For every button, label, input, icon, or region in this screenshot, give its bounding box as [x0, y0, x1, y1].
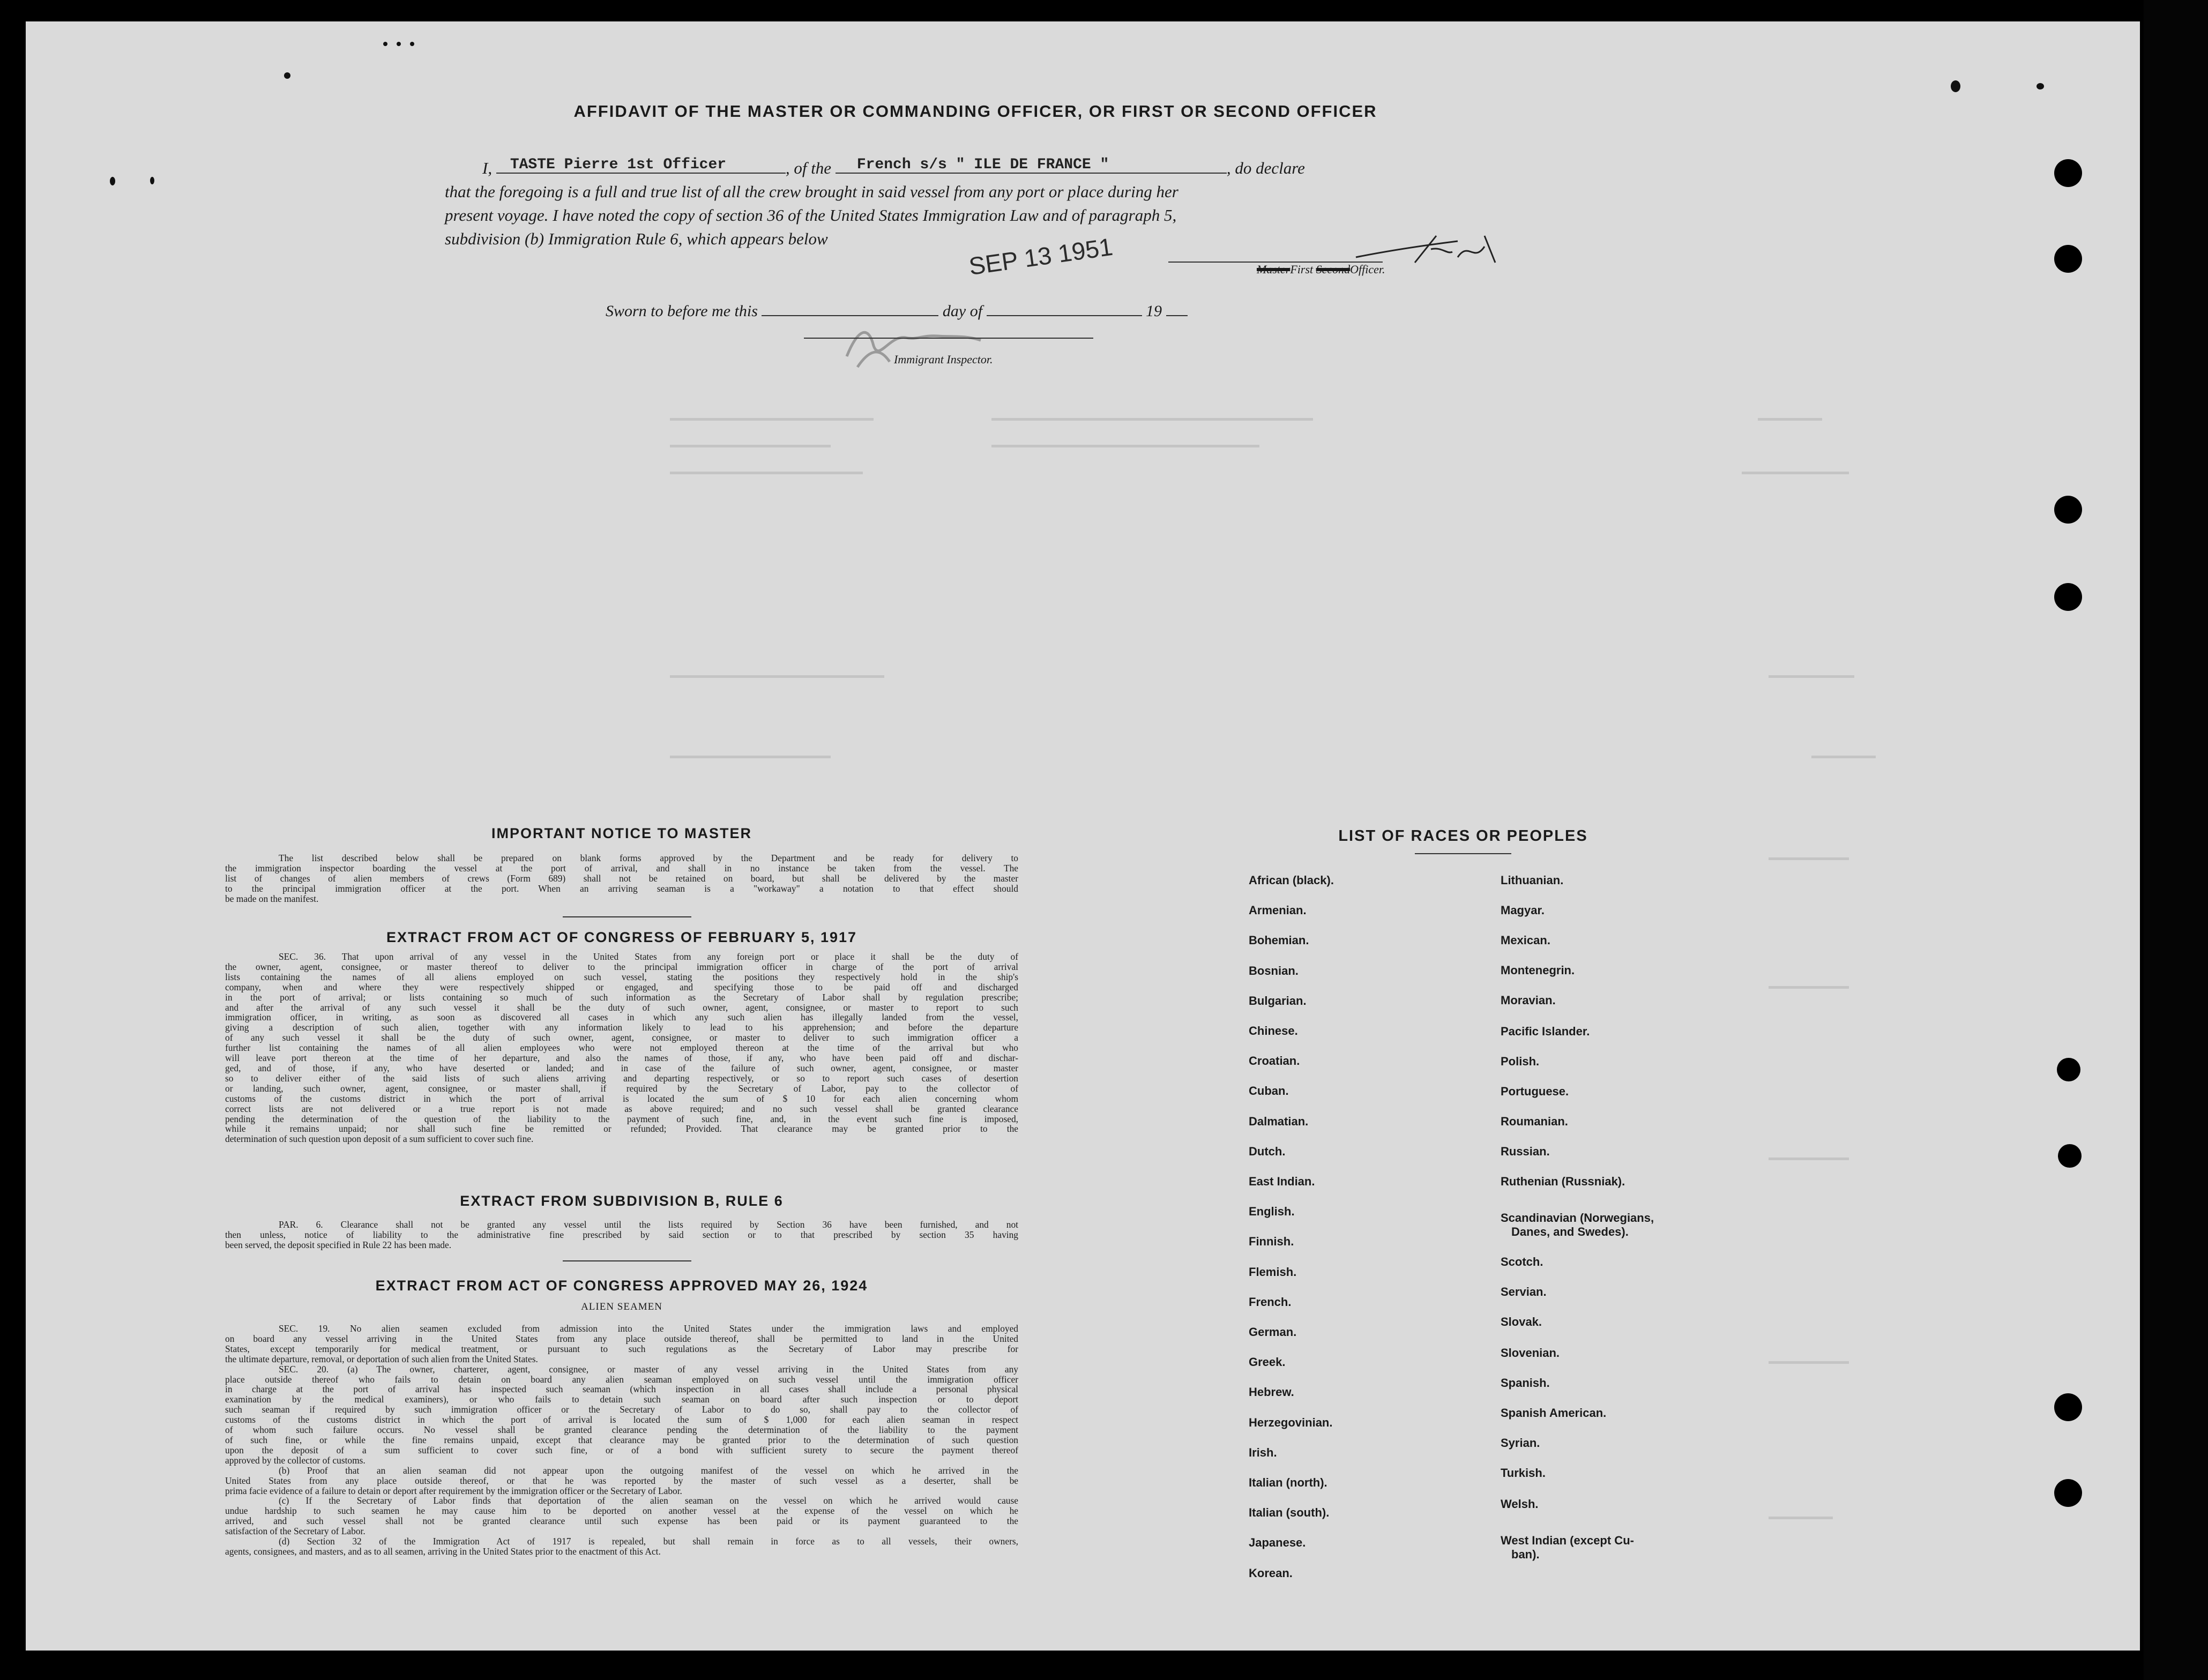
sworn-year-field — [1166, 300, 1188, 316]
extract-1917-title: EXTRACT FROM ACT OF CONGRESS OF FEBRUARY 5, 1917 — [386, 929, 857, 945]
extract-line: so to deliver either of the said lists of such aliens arriving and departing respectively, or so to report such cases of desertion — [225, 1072, 1018, 1084]
affidavit-heading: AFFIDAVIT OF THE MASTER OR COMMANDING OFFICER, OR FIRST OR SECOND OFFICER — [573, 102, 1377, 121]
race-item: Ruthenian (Russniak). — [1501, 1175, 1625, 1188]
sworn-month-field — [987, 300, 1142, 316]
race-item: Flemish. — [1249, 1265, 1297, 1279]
notice-line: be made on the manifest. — [225, 893, 319, 904]
declaration-line-4: subdivision (b) Immigration Rule 6, which appears below — [445, 229, 828, 248]
extract-line: SEC. 19. No alien seamen excluded from admission into the United States under the immigration laws and employed — [279, 1323, 1018, 1334]
extract-line: been served, the deposit specified in Rule 22 has been made. — [225, 1239, 452, 1250]
race-item: Turkish. — [1501, 1466, 1546, 1480]
race-item: Pacific Islander. — [1501, 1025, 1590, 1038]
extract-line: the ultimate departure, removal, or deportation of such alien from the United States. — [225, 1353, 538, 1364]
extract-line: of whom such failure occurs. No vessel shall be granted clearance pending the determination of the liability to the payment — [225, 1424, 1018, 1436]
extract-line: SEC. 20. (a) The owner, charterer, agent, consignee, or master of any vessel arriving in the United States from any — [279, 1363, 1018, 1375]
title-first: First — [1290, 263, 1314, 276]
extract-line: United States from any place outside thereof, or that he was reported by the master of such vessel as a deserter, shall be — [225, 1475, 1018, 1486]
race-item: French. — [1249, 1295, 1292, 1309]
extract-line: customs of the customs district in which the port of arrival is located the sum of $ 10 for each alien concerning whom — [225, 1093, 1018, 1104]
extract-1924-text — [225, 1324, 1018, 1557]
race-item: Italian (south). — [1249, 1506, 1330, 1520]
race-item: Herzegovinian. — [1249, 1415, 1333, 1429]
race-item: Lithuanian. — [1501, 873, 1564, 887]
inspector-signature-line — [804, 338, 1093, 339]
extract-line: in charge at the port of arrival has inspected such seaman (which inspection in all cases shall include a personal physical — [225, 1384, 1018, 1395]
extract-line: customs of the customs district in which the port of arrival is located the sum of $ 1,000 for each alien seaman in respect — [225, 1414, 1018, 1425]
extract-line: States, except temporarily for medical treatment, or pursuant to such regulations as the Secretary of Labor may prescribe for — [225, 1343, 1018, 1354]
race-item: East Indian. — [1249, 1175, 1315, 1188]
extract-line: giving a description of such alien, together with any information likely to lead to his apprehension; and before the departure — [225, 1022, 1018, 1033]
race-item: German. — [1249, 1325, 1297, 1339]
race-item: Spanish American. — [1501, 1406, 1607, 1420]
extract-line: and after the arrival of any such vessel it shall be the duty of such owner, agent, consignee, or master to report to such — [225, 1002, 1018, 1013]
extract-line: PAR. 6. Clearance shall not be granted any vessel until the lists required by Section 36 have been furnished, and not — [279, 1219, 1018, 1230]
race-item: Servian. — [1501, 1285, 1547, 1298]
extract-line: immigration officer, in writing, as soon as discovered all cases in which any such alien has illegally landed from the vessel, — [225, 1012, 1018, 1023]
extract-line: undue hardship to such seamen he may cause him to be deported on another vessel at the expense of the vessel on which he — [225, 1505, 1018, 1517]
race-item: Irish. — [1249, 1445, 1277, 1459]
race-item: Italian (north). — [1249, 1476, 1327, 1489]
officer-suffix: Officer. — [1350, 263, 1385, 276]
struck-title-master: Master — [1257, 263, 1291, 276]
extract-line: pending the determination of the question of the liability to the payment of such fine, and, in the event such fine is imposed, — [225, 1113, 1018, 1124]
extract-line: correct lists are not delivered or a true report is not made as above required; and no such vessel shall be granted clearance — [225, 1103, 1018, 1114]
extract-line: prima facie evidence of a failure to detain or deport after requirement by the immigration officer or the Secretary of Labor. — [225, 1485, 682, 1496]
race-item: Croatian. — [1249, 1054, 1300, 1068]
race-item: Spanish. — [1501, 1376, 1550, 1390]
race-item: Scotch. — [1501, 1255, 1543, 1268]
extract-line: will leave port thereon at the time of her departure, and also the names of those, if any, who have been paid off and dischar- — [225, 1052, 1018, 1064]
divider — [1415, 853, 1511, 854]
extract-line: or landing, such owner, agent, consignee, or master shall, if required by the Secretary of Labor, pay to the collector of — [225, 1082, 1018, 1094]
race-item: West Indian (except Cu- — [1501, 1534, 1634, 1547]
struck-title-second: Second — [1316, 263, 1351, 276]
extract-1924-subtitle: ALIEN SEAMEN — [581, 1301, 662, 1312]
extract-line: such seaman if required by such immigration officer or the Secretary of Labor to do so, shall pay to the collector of — [225, 1404, 1018, 1415]
notice-line: list of changes of alien members of crews (Form 689) shall not be retained on board, but shall be delivered by the master — [225, 872, 1018, 884]
sworn-label: Sworn to before me this — [606, 302, 758, 320]
extract-line: upon the deposit of a sum sufficient to cover such fine, or of a bond with sufficient surety to secure the payment thereof — [225, 1444, 1018, 1455]
vessel-value: French s/s " ILE DE FRANCE " — [856, 156, 1109, 173]
races-title: LIST OF RACES OR PEOPLES — [1338, 827, 1588, 845]
race-item: Moravian. — [1501, 994, 1556, 1007]
extract-line: while it remains unpaid; nor shall such fine be remitted or refunded; Provided. That clearance may be granted prior to the — [225, 1123, 1018, 1134]
notice-title: IMPORTANT NOTICE TO MASTER — [491, 825, 752, 841]
race-item: Slovak. — [1501, 1315, 1542, 1328]
race-item: Slovenian. — [1501, 1346, 1560, 1360]
race-item: English. — [1249, 1205, 1295, 1219]
extract-line: lists containing the names of all aliens employed on such vessel, stating the positions they respectively hold in the ship's — [225, 971, 1018, 982]
extract-rule6-title: EXTRACT FROM SUBDIVISION B, RULE 6 — [460, 1193, 784, 1209]
officer-name-value: TASTE Pierre 1st Officer — [510, 156, 727, 173]
race-item: Cuban. — [1249, 1084, 1289, 1098]
extract-line: on board any vessel arriving in the United States from any place outside thereof, shall be permitted to land in the United — [225, 1333, 1018, 1344]
extract-line: SEC. 36. That upon arrival of any vessel in the United States from any foreign port or place it shall be the duty of — [279, 951, 1018, 962]
declaration-i: I, — [482, 159, 493, 177]
year-label: 19 — [1146, 302, 1162, 320]
extract-rule6-text — [225, 1220, 1018, 1250]
race-item: ban). — [1511, 1548, 1540, 1561]
extract-1924-title: EXTRACT FROM ACT OF CONGRESS APPROVED MAY 26, 1924 — [375, 1278, 868, 1294]
race-item: Korean. — [1249, 1566, 1293, 1580]
race-item: Mexican. — [1501, 934, 1550, 947]
extract-line: the owner, agent, consignee, or master thereof to deliver to the principal immigration officer in charge of the port of arrival — [225, 961, 1018, 972]
extract-line: in the port of arrival; or lists containing so much of such information as the Secretary of Labor shall by regulation prescribe; — [225, 991, 1018, 1003]
extract-line: examination by the medical examiners), or who fails to detain such seaman on board after such inspection or to deport — [225, 1394, 1018, 1405]
extract-line: (c) If the Secretary of Labor finds that deportation of the alien seaman on the vessel on which he arrived would cause — [279, 1495, 1018, 1506]
race-item: Roumanian. — [1501, 1115, 1568, 1128]
extract-line: determination of such question upon deposit of a sum sufficient to cover such fine. — [225, 1133, 534, 1145]
declaration-line-2: that the foregoing is a full and true list of all the crew brought in said vessel from any port or place during her — [445, 182, 1178, 201]
extract-line: ged, and of those, if any, who have deserted or landed; and in case of the failure of such owner, agent, consignee, or master — [225, 1062, 1018, 1073]
declaration-line-3: present voyage. I have noted the copy of section 36 of the United States Immigration Law and of paragraph 5, — [445, 206, 1177, 225]
race-item: Bohemian. — [1249, 934, 1309, 947]
race-item: Chinese. — [1249, 1024, 1298, 1037]
extract-line: arrived, and such vessel shall not be granted clearance until such expense has been paid or its payment guaranteed to the — [225, 1515, 1018, 1527]
extract-line: (b) Proof that an alien seaman did not appear upon the outgoing manifest of the vessel on which he arrived in the — [279, 1465, 1018, 1476]
race-item: Syrian. — [1501, 1436, 1540, 1450]
extract-line: place outside thereof who fails to detain on board any alien seaman employed on such vessel until the immigration officer — [225, 1373, 1018, 1385]
race-item: Russian. — [1501, 1145, 1550, 1158]
declaration-line-1 — [445, 156, 1463, 180]
notice-line: to the principal immigration officer at the port. When an arriving seaman is a "workaway" a notation to that effect should — [225, 883, 1018, 894]
extract-line: (d) Section 32 of the Immigration Act of 1917 is repealed, but shall remain in force as to all vessels, their owners, — [279, 1536, 1018, 1547]
race-item: Welsh. — [1501, 1497, 1539, 1511]
date-stamp: SEP 13 1951 — [967, 232, 1115, 281]
race-item: Portuguese. — [1501, 1085, 1569, 1098]
race-item: Greek. — [1249, 1355, 1286, 1369]
race-item: Finnish. — [1249, 1235, 1294, 1249]
race-item: Bosnian. — [1249, 964, 1299, 977]
officer-title — [1257, 263, 1385, 277]
vessel-field — [836, 158, 1227, 174]
race-item: Bulgarian. — [1249, 994, 1307, 1007]
extract-line: satisfaction of the Secretary of Labor. — [225, 1526, 365, 1537]
race-item: Dalmatian. — [1249, 1114, 1309, 1128]
race-item: Armenian. — [1249, 904, 1307, 917]
extract-line: of such fine, or while the fine remains unpaid, except that clearance may be granted prior to the determination of such question — [225, 1434, 1018, 1445]
inspector-label: Immigrant Inspector. — [894, 353, 993, 366]
extract-line: approved by the collector of customs. — [225, 1454, 365, 1466]
race-item: Scandinavian (Norwegians, — [1501, 1211, 1654, 1224]
do-declare-label: , do declare — [1226, 159, 1305, 177]
race-item: Japanese. — [1249, 1536, 1306, 1550]
race-item: African (black). — [1249, 873, 1334, 887]
race-item: Montenegrin. — [1501, 964, 1575, 977]
extract-line: agents, consignees, and masters, and as to all seamen, arriving in the United States prior to the enactment of this Act. — [225, 1545, 661, 1557]
notice-line: The list described below shall be prepared on blank forms approved by the Department and be ready for delivery to — [279, 853, 1018, 863]
extract-line: company, when and where they were respectively shipped or engaged, and specifying those to be paid off and discharged — [225, 981, 1018, 992]
notice-line: the immigration inspector boarding the vessel at the port of arrival, and shall in no instance be taken from the vessel. The — [225, 862, 1018, 873]
race-item: Polish. — [1501, 1055, 1540, 1068]
officer-name-field — [496, 158, 786, 174]
race-item: Magyar. — [1501, 904, 1545, 917]
extract-line: of any such vessel it shall be the duty of such owner, agent, consignee, or master to deliver to such immigration officer a — [225, 1032, 1018, 1043]
of-the-label: , of the — [785, 159, 832, 177]
race-item: Danes, and Swedes). — [1511, 1225, 1629, 1238]
day-of-label: day of — [942, 302, 983, 320]
extract-1917-text — [225, 952, 1018, 1144]
race-item: Hebrew. — [1249, 1385, 1294, 1399]
divider — [563, 916, 691, 917]
divider — [563, 1260, 691, 1261]
extract-line: then unless, notice of liability to the administrative fine prescribed by said section or to that prescribed by section 35 having — [225, 1229, 1018, 1240]
notice-text — [225, 853, 1018, 904]
declaration-text — [445, 156, 1463, 251]
extract-line: further list containing the names of all alien employees who were not employed thereon at the time of the arrival but who — [225, 1042, 1018, 1054]
race-item: Dutch. — [1249, 1144, 1286, 1158]
